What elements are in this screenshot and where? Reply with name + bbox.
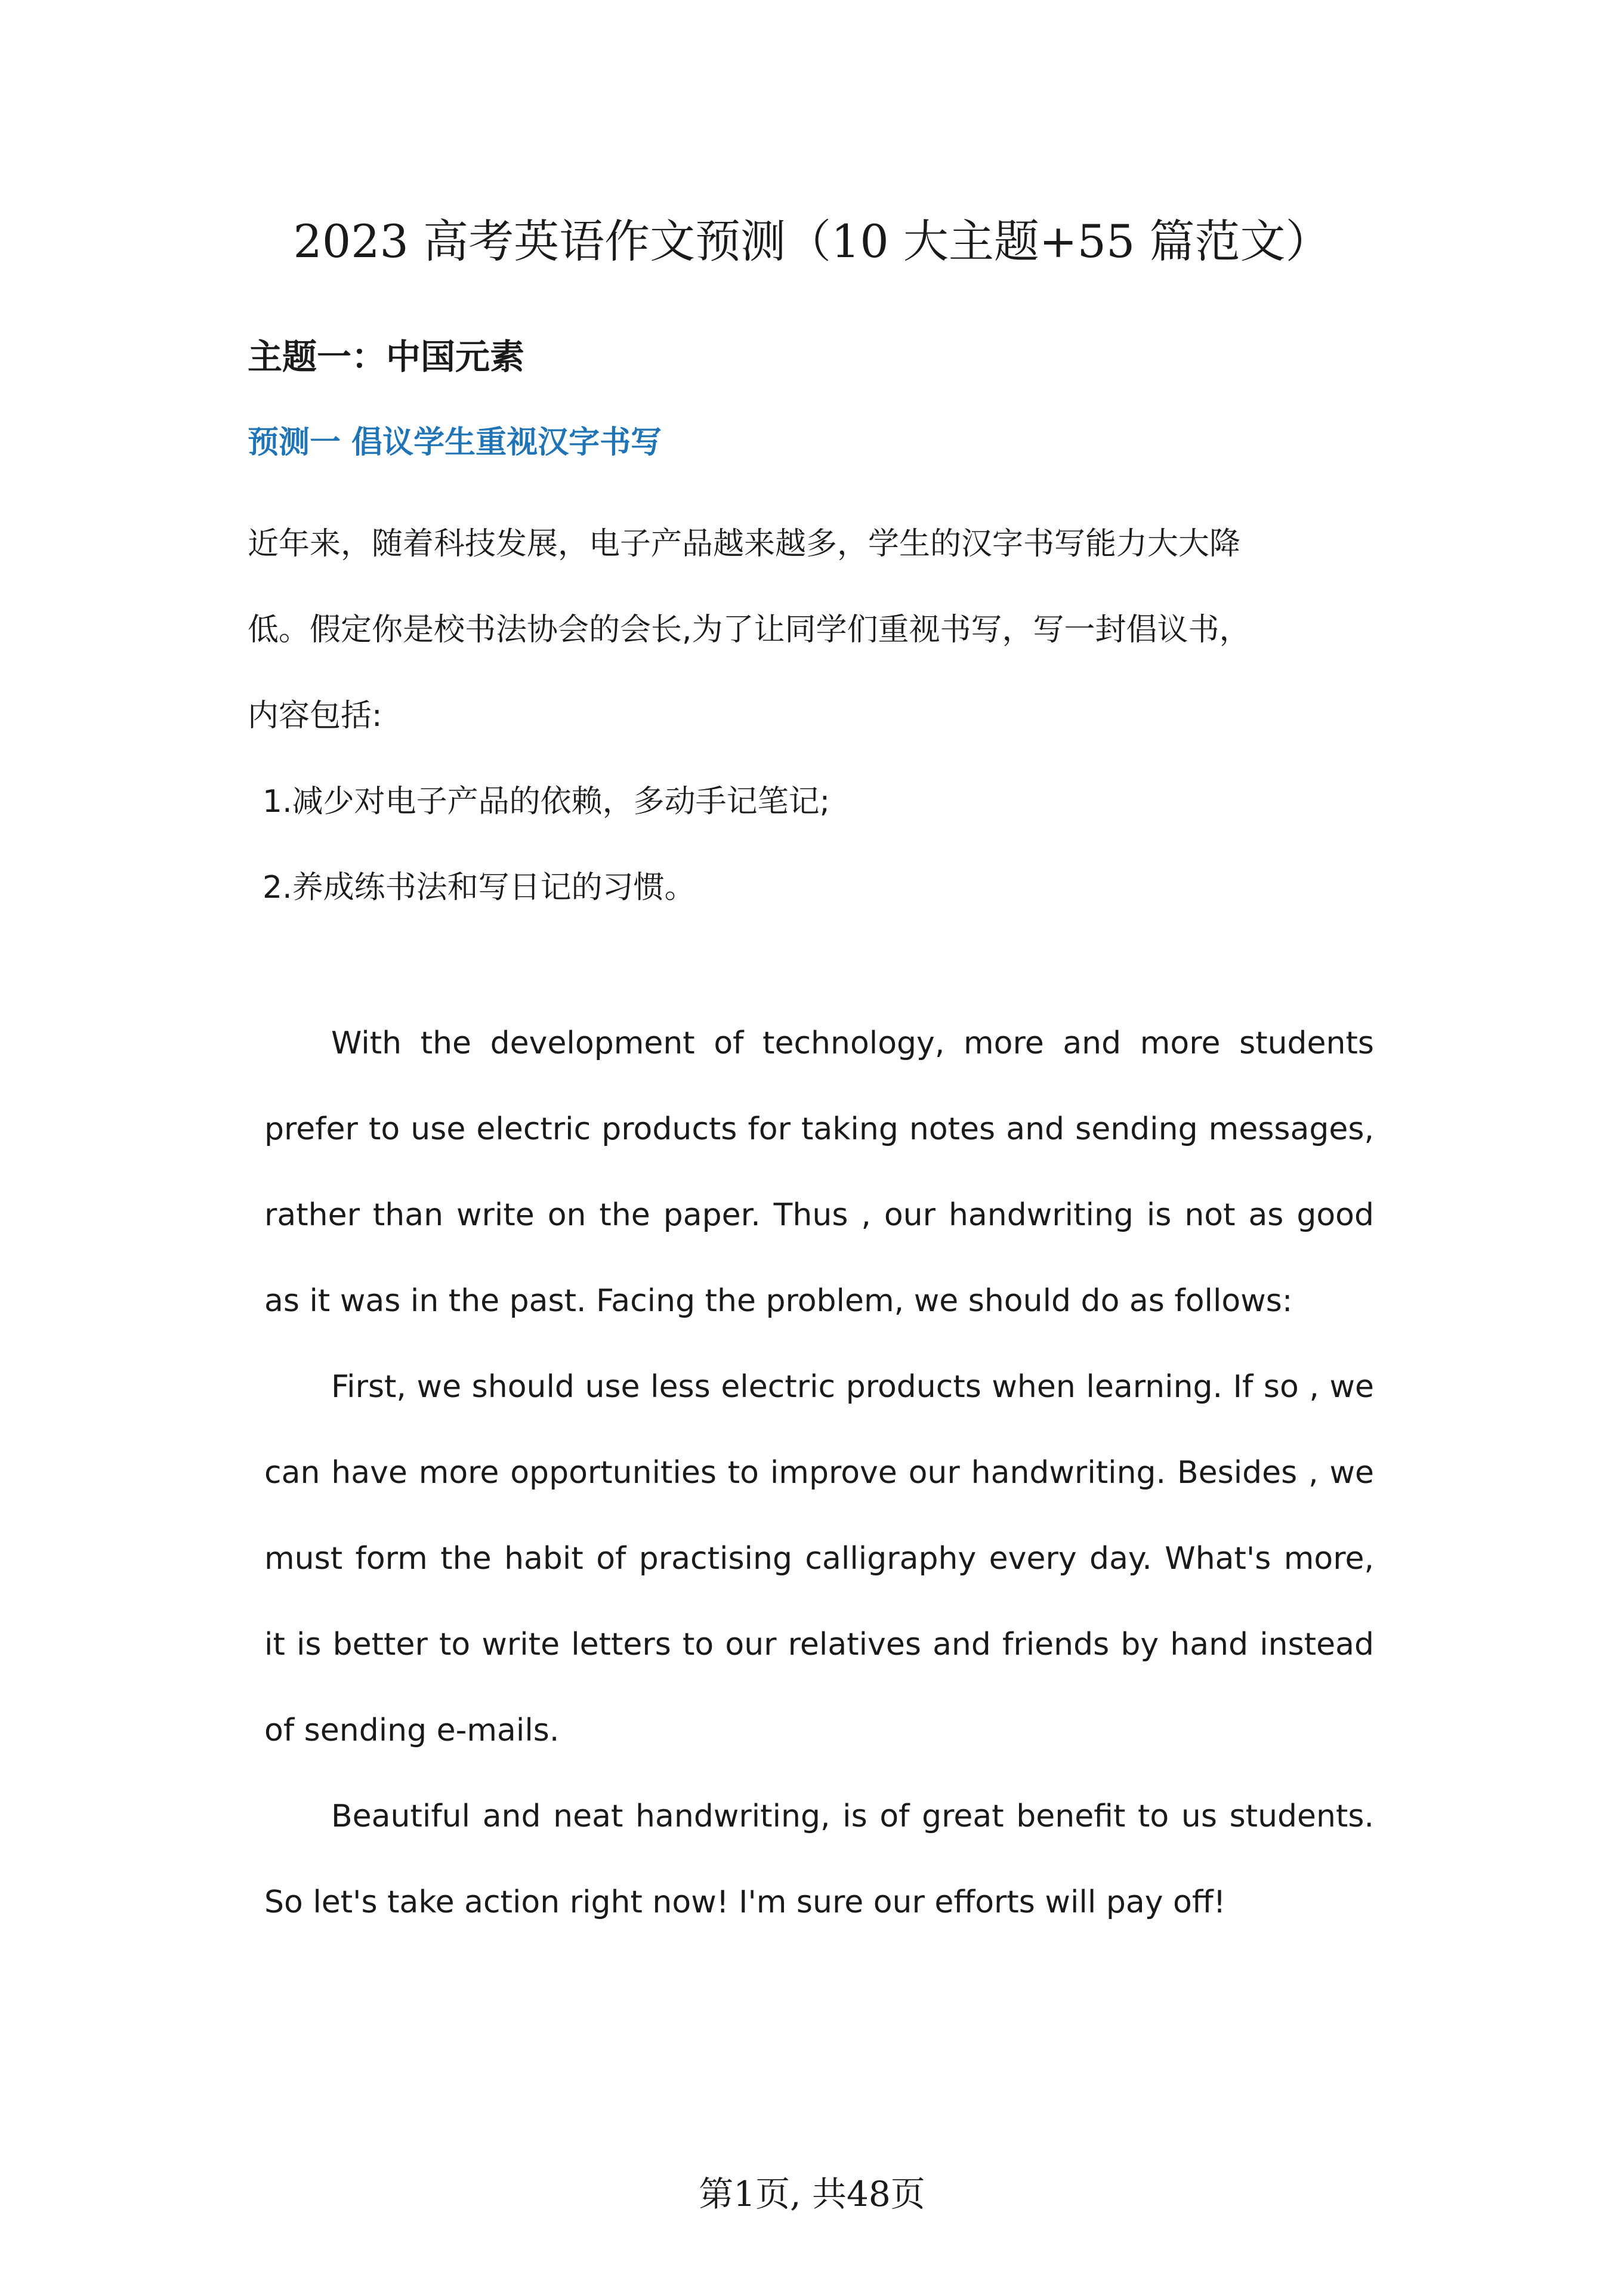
prompt-line: 内容包括: bbox=[248, 698, 382, 734]
requirement-item: 2.养成练书法和写日记的习惯。 bbox=[263, 870, 696, 906]
essay-paragraph: First, we should use less electric products when learning. If so , we can have more opportunities to improve our handwriting. Besides , we must form the habit of practising calligraphy every day. What's more, it is better to write letters to our relatives and friends by hand instead of sending e-mails. bbox=[264, 1369, 1374, 1748]
essay-paragraph: With the development of technology, more and more students prefer to use electric products for taking notes and sending messages, rather than write on the paper. Thus , our handwriting is not as good as it was in the past. Facing the problem, we should do as follows: bbox=[264, 1025, 1374, 1319]
sample-essay bbox=[264, 1000, 1374, 1945]
document-title: 2023 高考英语作文预测（10 大主题+55 篇范文） bbox=[293, 215, 1331, 268]
writing-prompt bbox=[248, 501, 1381, 759]
page-footer: 第1页, 共48页 bbox=[699, 2174, 925, 2214]
essay-paragraph: Beautiful and neat handwriting, is of great benefit to us students. So let's take action right now! I'm sure our efforts will pay off! bbox=[264, 1799, 1374, 1920]
requirements-list bbox=[263, 759, 830, 931]
requirement-item: 1.减少对电子产品的依赖，多动手记笔记; bbox=[263, 784, 830, 820]
theme-heading: 主题一：中国元素 bbox=[248, 336, 525, 377]
prediction-heading: 预测一 倡议学生重视汉字书写 bbox=[248, 425, 662, 461]
prompt-line: 低。假定你是校书法协会的会长,为了让同学们重视书写，写一封倡议书， bbox=[248, 612, 1251, 648]
prompt-line: 近年来，随着科技发展，电子产品越来越多，学生的汉字书写能力大大降 bbox=[248, 526, 1241, 562]
